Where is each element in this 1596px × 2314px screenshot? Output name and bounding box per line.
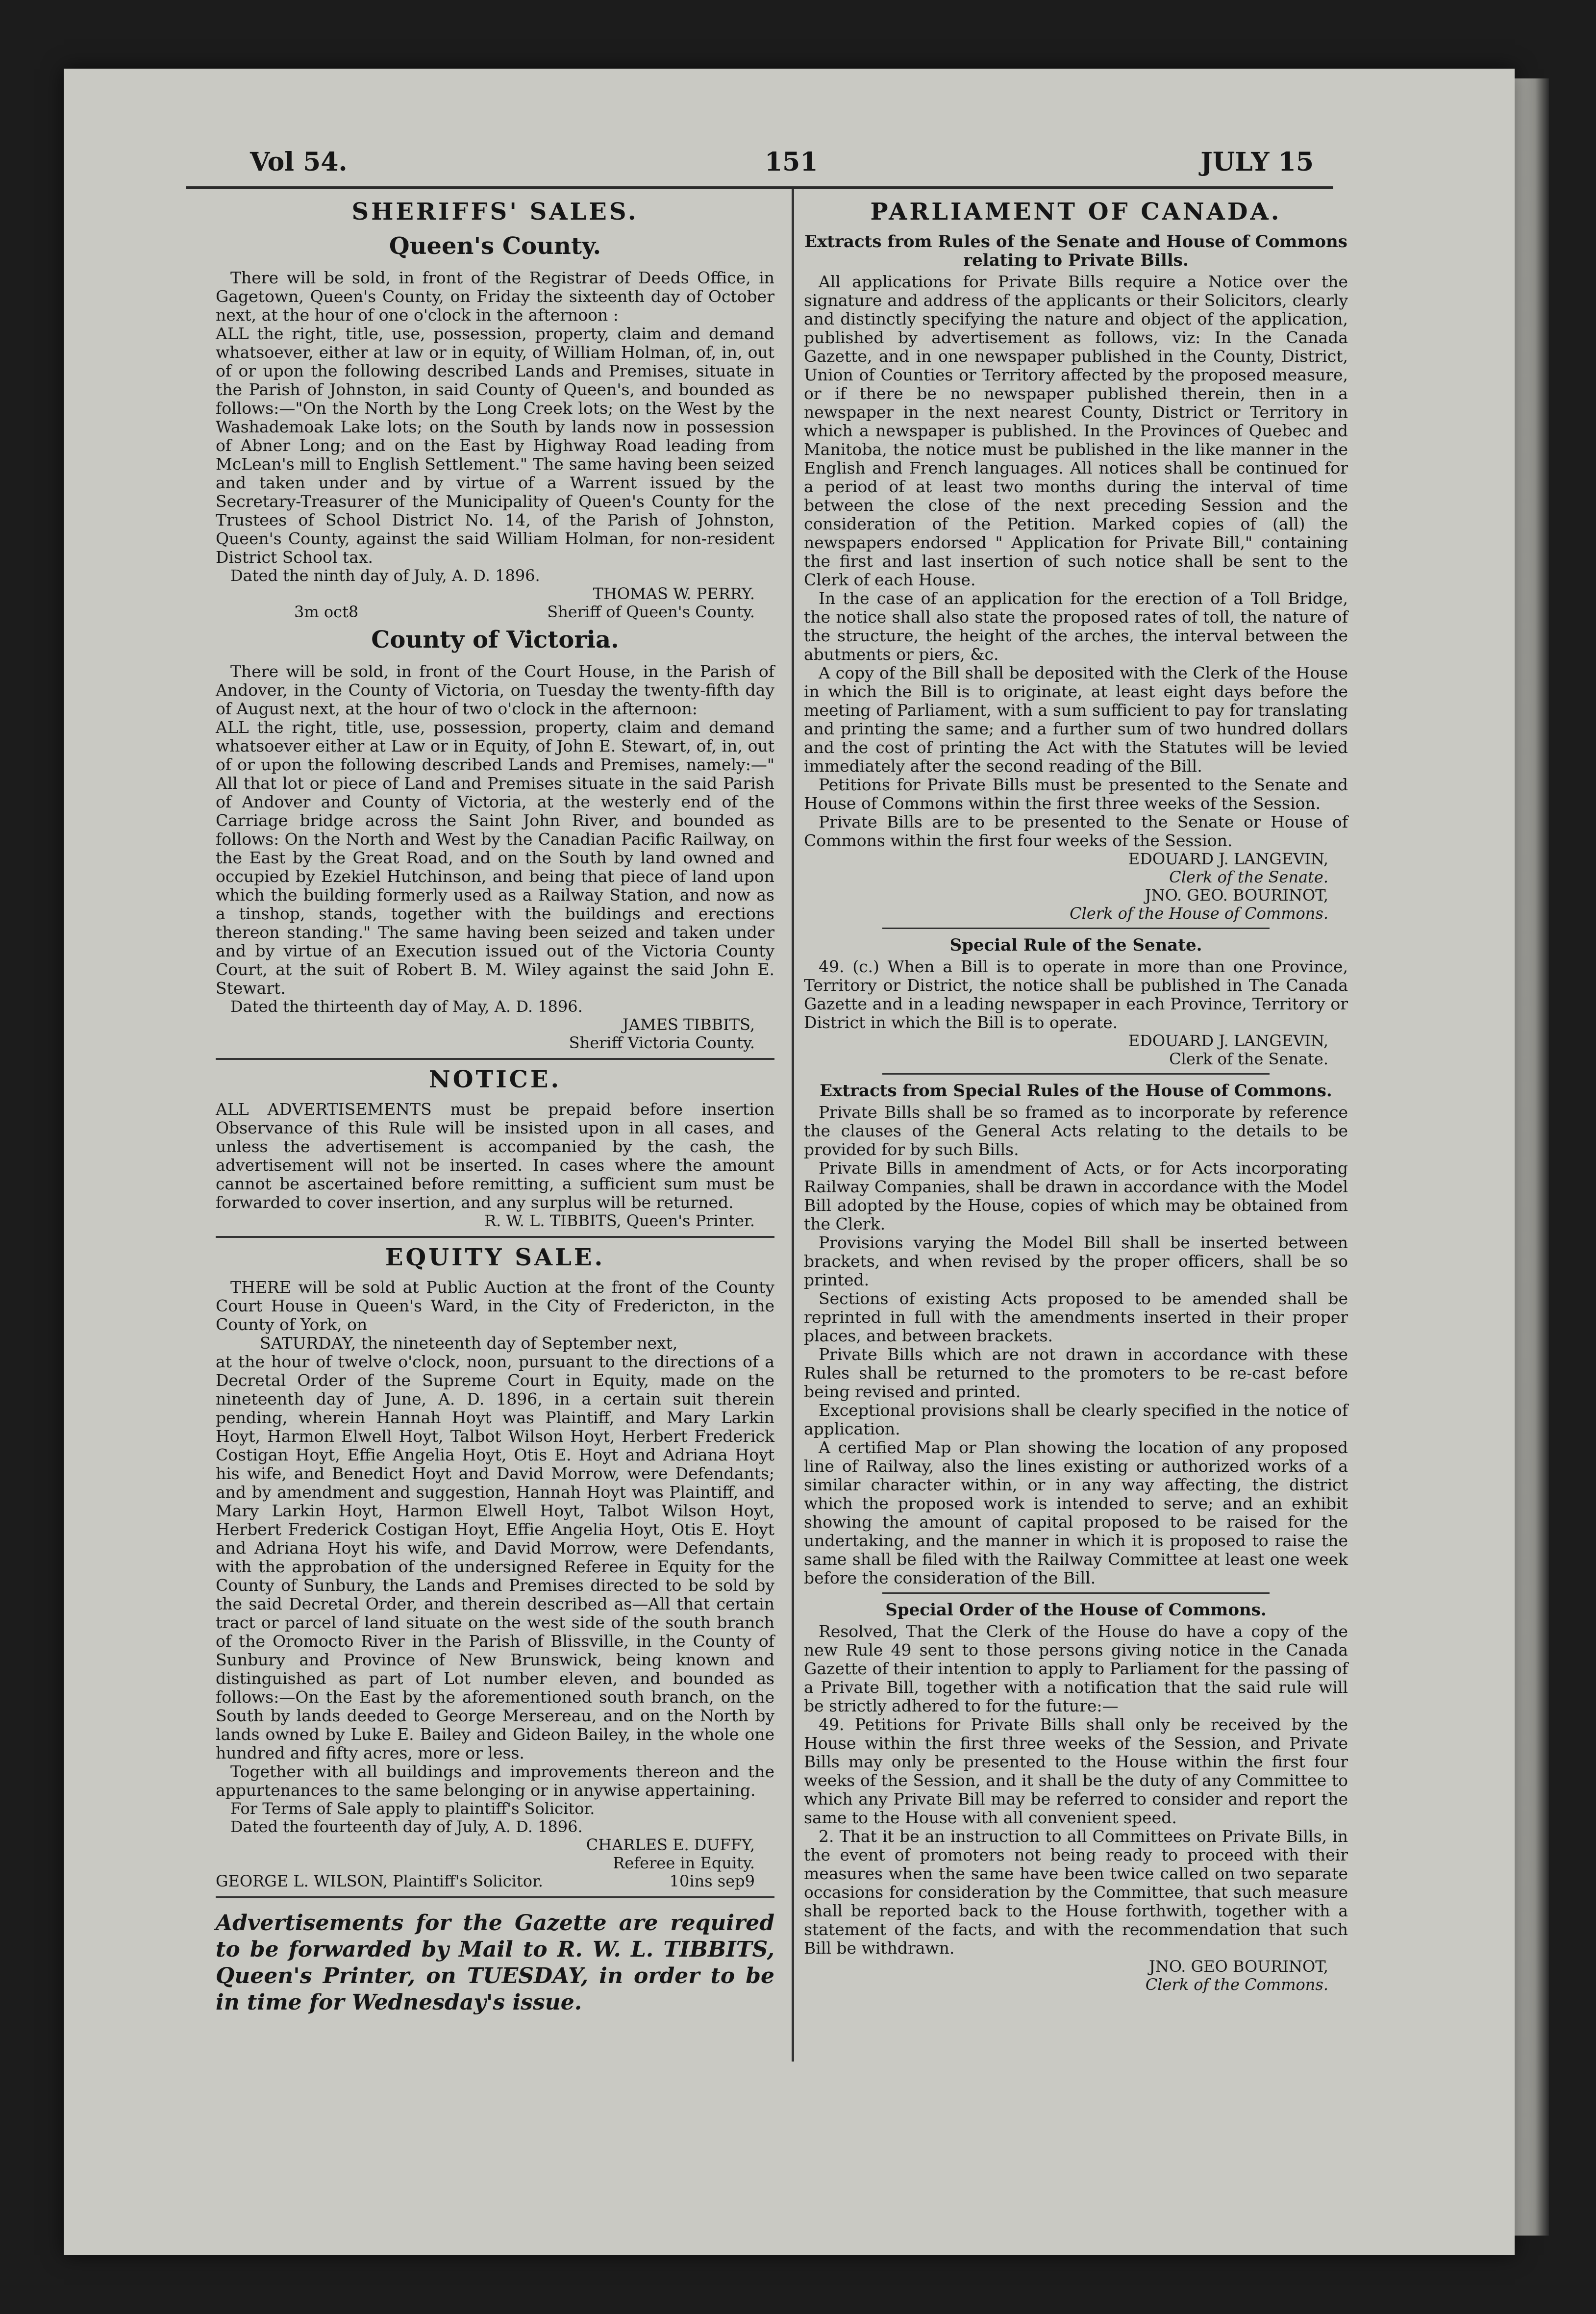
- equity-date-line: SATURDAY, the nineteenth day of September next,: [260, 1333, 678, 1353]
- equity-code: 10ins sep9: [669, 1872, 755, 1890]
- victoria-dated: Dated the thirteenth day of May, A. D. 1896.: [230, 997, 583, 1016]
- equity-body: at the hour of twelve o'clock, noon, pursuant to the directions of a Decretal Order of the Supreme Court in Equity, made on the nineteenth day of June, A. D. 1896, in a certain suit therein pending, wherein Hannah Hoyt was Plaintiff, and Mary Larkin Hoyt, Harmon Elwell Hoyt, Talbot Wilson Hoyt, Herbert Frederick Costigan Hoyt, Effie Angelia Hoyt, Otis E. Hoyt and Adriana Hoyt his wife, and Benedict Hoyt and David Morrow, were Defendants; and by amendment and suggestion, Hannah Hoyt was Plaintiff, and Mary Larkin Hoyt, Harmon Elwell Hoyt, Talbot Wilson Hoyt, Herbert Frederick Costigan Hoyt, Effie Angelia Hoyt, Otis E. Hoyt and Adriana Hoyt his wife, and David Morrow, were Defendants, with the approbation of the undersigned Referee in Equity for the County of Sunbury, the Lands and Premises directed to be sold by the said Decretal Order, and therein described as—All that certain tract or parcel of land situate on the west side of the south branch of the Oromocto River in the Parish of Blissville, in the County of Sunbury and Province of New Brunswick, being known and distinguished as part of Lot number eleven, and bounded as follows:—On the East by the aforementioned south branch, on the South by lands deeded to George Mersereau, and on the North by lands owned by Luke E. Bailey and Gideon Bailey, in the whole one hundred and fifty acres, more or less.: [216, 1352, 774, 1762]
- senate-clerk-name: EDOUARD J. LANGEVIN,: [1128, 850, 1328, 868]
- commons-paragraph-5: Private Bills which are not drawn in accordance with these Rules shall be returned to the promoters to be re-cast before being revised and printed.: [804, 1345, 1348, 1401]
- queens-sig-title: Sheriff of Queen's County.: [547, 603, 755, 621]
- queens-sig-name: THOMAS W. PERRY.: [593, 584, 755, 603]
- gazette-notice: Advertisements for the Gazette are required to be forwarded by Mail to R. W. L. TIBBITS, Queen's Printer, on TUESDAY, in order to be in time for Wednesday's issue.: [216, 1911, 774, 2015]
- commons-clerk-title: Clerk of the House of Commons.: [1070, 904, 1328, 923]
- commons-paragraph-3: Provisions varying the Model Bill shall be inserted between brackets, and when revised by the proper officers, shall be so printed.: [804, 1233, 1348, 1289]
- section-rule: [216, 1058, 774, 1060]
- header-rule: [186, 186, 1333, 189]
- equity-sig-title: Referee in Equity.: [613, 1854, 755, 1872]
- special-senate-rule: 49. (c.) When a Bill is to operate in more than one Province, Territory or District, the notice shall be published in The Canada Gazette and in a leading newspaper in each Province, Territory or District in which the Bill is to operate.: [804, 957, 1348, 1032]
- equity-sale-title: EQUITY SALE.: [385, 1244, 605, 1271]
- equity-terms: For Terms of Sale apply to plaintiff's Solicitor.: [230, 1799, 595, 1818]
- commons-paragraph-4: Sections of existing Acts proposed to be amended shall be reprinted in full with the amendments inserted in their proper places, and between brackets.: [804, 1289, 1348, 1345]
- queens-intro: There will be sold, in front of the Registrar of Deeds Office, in Gagetown, Queen's County, on Friday the sixteenth day of October next, at the hour of one o'clock in the afternoon :: [216, 268, 774, 325]
- page-edge: [1515, 78, 1549, 2236]
- senate-clerk-title-2: Clerk of the Senate.: [1169, 1050, 1328, 1068]
- rules-paragraph-2: In the case of an application for the erection of a Toll Bridge, the notice shall also state the proposed rates of toll, the nature of the structure, the height of the arches, the interval between the abutments or piers, &c.: [804, 589, 1348, 664]
- section-rule: [882, 1592, 1270, 1594]
- rules-paragraph-3: A copy of the Bill shall be deposited with the Clerk of the House in which the Bill is to originate, at least eight days before the meeting of Parliament, with a sum sufficient to pay for translating and printing the same; and a further sum of two hundred dollars and the cost of printing the Act with the Statutes will be levied immediately after the second reading of the Bill.: [804, 663, 1348, 776]
- special-senate-title: Special Rule of the Senate.: [949, 935, 1202, 955]
- column-divider: [792, 189, 794, 2062]
- commons-clerk-name-2: JNO. GEO BOURINOT,: [1149, 1957, 1328, 1976]
- victoria-sig-title: Sheriff Victoria County.: [569, 1033, 755, 1052]
- victoria-intro: There will be sold, in front of the Court House, in the Parish of Andover, in the County of Victoria, on Tuesday the twenty-fifth day of August next, at the hour of two o'clock in the afternoon:: [216, 662, 774, 718]
- queens-body: ALL the right, title, use, possession, property, claim and demand whatsoever, either at law or in equity, of William Holman, of, in, out of or upon the following described Lands and Premises, situate in the Parish of Johnston, in said County of Queen's, and bounded as follows:—"On the North by the Long Creek lots; on the West by the Washademoak Lake lots; on the South by lands now in possession of Abner Long; and on the East by Highway Road leading from McLean's mill to English Settlement." The same having been seized and taken under and by virtue of a Warrent issued by the Secretary-Treasurer of the Municipality of Queen's County for the Trustees of School District No. 14, of the Parish of Johnston, Queen's County, against the said William Holman, for non-resident District School tax.: [216, 324, 774, 567]
- senate-clerk-name-2: EDOUARD J. LANGEVIN,: [1128, 1031, 1328, 1050]
- special-order-title: Special Order of the House of Commons.: [885, 1600, 1267, 1620]
- commons-clerk-title-2: Clerk of the Commons.: [1145, 1975, 1328, 1994]
- equity-dated: Dated the fourteenth day of July, A. D. 1896.: [230, 1817, 583, 1836]
- equity-solicitor: GEORGE L. WILSON, Plaintiff's Solicitor.: [216, 1872, 543, 1890]
- commons-rules-title: Extracts from Special Rules of the House of Commons.: [820, 1081, 1332, 1101]
- order-paragraph-3: 2. That it be an instruction to all Committees on Private Bills, in the event of promoters not being ready to proceed with their measures when the same have been twice called on two separate occasions for consideration by the Committee, that such measure shall be reported back to the House forthwith, together with a statement of the facts, and with the recommendation that such Bill be withdrawn.: [804, 1827, 1348, 1958]
- page-header: [186, 147, 1333, 181]
- page-number: 151: [765, 147, 818, 177]
- equity-sig-name: CHARLES E. DUFFY,: [586, 1836, 755, 1854]
- commons-clerk-name: JNO. GEO. BOURINOT,: [1145, 886, 1328, 905]
- rules-paragraph-5: Private Bills are to be presented to the Senate or House of Commons within the first four weeks of the Session.: [804, 812, 1348, 850]
- victoria-body: ALL the right, title, use, possession, property, claim and demand whatsoever either at Law or in Equity, of John E. Stewart, of, in, out of or upon the following described Lands and Premises, namely:—" All that lot or piece of Land and Premises situate in the said Parish of Andover and County of Victoria, at the westerly end of the Carriage bridge across the Saint John River, and bounded as follows: On the North and West by the Canadian Pacific Railway, on the East by the Great Road, and on the South by land owned and occupied by Ezekiel Hutchinson, and being that piece of land upon which the building formerly used as a Railway Station, and now as a tinshop, stands, together with the buildings and erections thereon standing." The same having been seized and taken under and by virtue of an Execution issued out of the Victoria County Court, at the suit of Robert B. M. Wiley against the said John E. Stewart.: [216, 718, 774, 998]
- section-rule: [216, 1236, 774, 1238]
- left-column: [216, 196, 774, 2016]
- sheriffs-sales-title: SHERIFFS' SALES.: [351, 198, 639, 226]
- order-paragraph-2: 49. Petitions for Private Bills shall only be received by the House within the first three weeks of the Session, and Private Bills may only be presented to the House within the first four weeks of the Session, and it shall be the duty of any Committee to which any Private Bill may be referred to consider and report the same to the House with all convenient speed.: [804, 1715, 1348, 1827]
- rules-paragraph-4: Petitions for Private Bills must be presented to the Senate and House of Commons within the first three weeks of the Session.: [804, 775, 1348, 813]
- section-rule: [216, 1896, 774, 1898]
- equity-intro: THERE will be sold at Public Auction at the front of the County Court House in Queen's Ward, in the City of Fredericton, in the County of York, on: [216, 1278, 774, 1334]
- commons-paragraph-1: Private Bills shall be so framed as to incorporate by reference the clauses of the General Acts relating to the details to be provided for by such Bills.: [804, 1103, 1348, 1159]
- notice-title: NOTICE.: [428, 1066, 562, 1093]
- volume-number: Vol 54.: [250, 147, 348, 177]
- right-column: [804, 196, 1348, 1994]
- notice-body: ALL ADVERTISEMENTS must be prepaid before insertion Observance of this Rule will be insisted upon in all cases, and unless the advertisement is accompanied by the cash, the advertisement will not be inserted. In cases where the amount cannot be ascertained before remitting, a sufficient sum must be forwarded to cover insertion, and any surplus will be returned.: [216, 1100, 774, 1212]
- senate-clerk-title: Clerk of the Senate.: [1169, 868, 1328, 886]
- victoria-sig-name: JAMES TIBBITS,: [622, 1015, 755, 1034]
- queens-sig-line: [216, 603, 774, 621]
- extracts-title: Extracts from Rules of the Senate and House of Commons relating to Private Bills.: [804, 232, 1347, 270]
- commons-paragraph-2: Private Bills in amendment of Acts, or for Acts incorporating Railway Companies, shall be drawn in accordance with the Model Bill adopted by the House, copies of which may be obtained from the Clerk.: [804, 1158, 1348, 1233]
- parliament-title: PARLIAMENT OF CANADA.: [870, 198, 1282, 226]
- victoria-county-title: County of Victoria.: [371, 626, 619, 654]
- queens-code: 3m oct8: [294, 603, 359, 621]
- queens-dated: Dated the ninth day of July, A. D. 1896.: [230, 566, 540, 585]
- issue-date: JULY 15: [1200, 147, 1314, 177]
- commons-paragraph-7: A certified Map or Plan showing the location of any proposed line of Railway, also the lines existing or authorized works of a similar character within, or in any way affecting, the district which the proposed work is intended to serve; and an exhibit showing the amount of capital proposed to be raised for the undertaking, and the manner in which it is proposed to raise the same shall be filed with the Railway Committee at least one week before the consideration of the Bill.: [804, 1438, 1348, 1587]
- equity-appurtenances: Together with all buildings and improvements thereon and the appurtenances to the same belonging or in anywise appertaining.: [216, 1762, 774, 1800]
- section-rule: [882, 928, 1270, 929]
- commons-paragraph-6: Exceptional provisions shall be clearly specified in the notice of application.: [804, 1401, 1348, 1438]
- section-rule: [882, 1073, 1270, 1075]
- equity-solicitor-line: [216, 1872, 774, 1890]
- rules-paragraph-1: All applications for Private Bills require a Notice over the signature and address of the applicants or their Solicitors, clearly and distinctly specifying the nature and object of the application, published by advertisement as follows, viz: In the Canada Gazette, and in one newspaper published in the County, District, Union of Counties or Territory affected by the proposed measure, or if there be no newspaper published therein, then in a newspaper in the next nearest County, District or Territory in which a newspaper is published. In the Provinces of Quebec and Manitoba, the notice must be published in the like manner in the English and French languages. All notices shall be continued for a period of at least two months during the interval of time between the close of the next preceding Session and the consideration of the Petition. Marked copies of (all) the newspapers endorsed " Application for Private Bill," containing the first and last insertion of such notice shall be sent to the Clerk of each House.: [804, 272, 1348, 589]
- order-paragraph-1: Resolved, That the Clerk of the House do have a copy of the new Rule 49 sent to those persons giving notice in the Canada Gazette of their intention to apply to Parliament for the passing of a Private Bill, together with a notification that the said rule will be strictly adhered to for the future:—: [804, 1622, 1348, 1715]
- notice-signature: R. W. L. TIBBITS, Queen's Printer.: [484, 1211, 755, 1230]
- queens-county-title: Queen's County.: [389, 232, 601, 260]
